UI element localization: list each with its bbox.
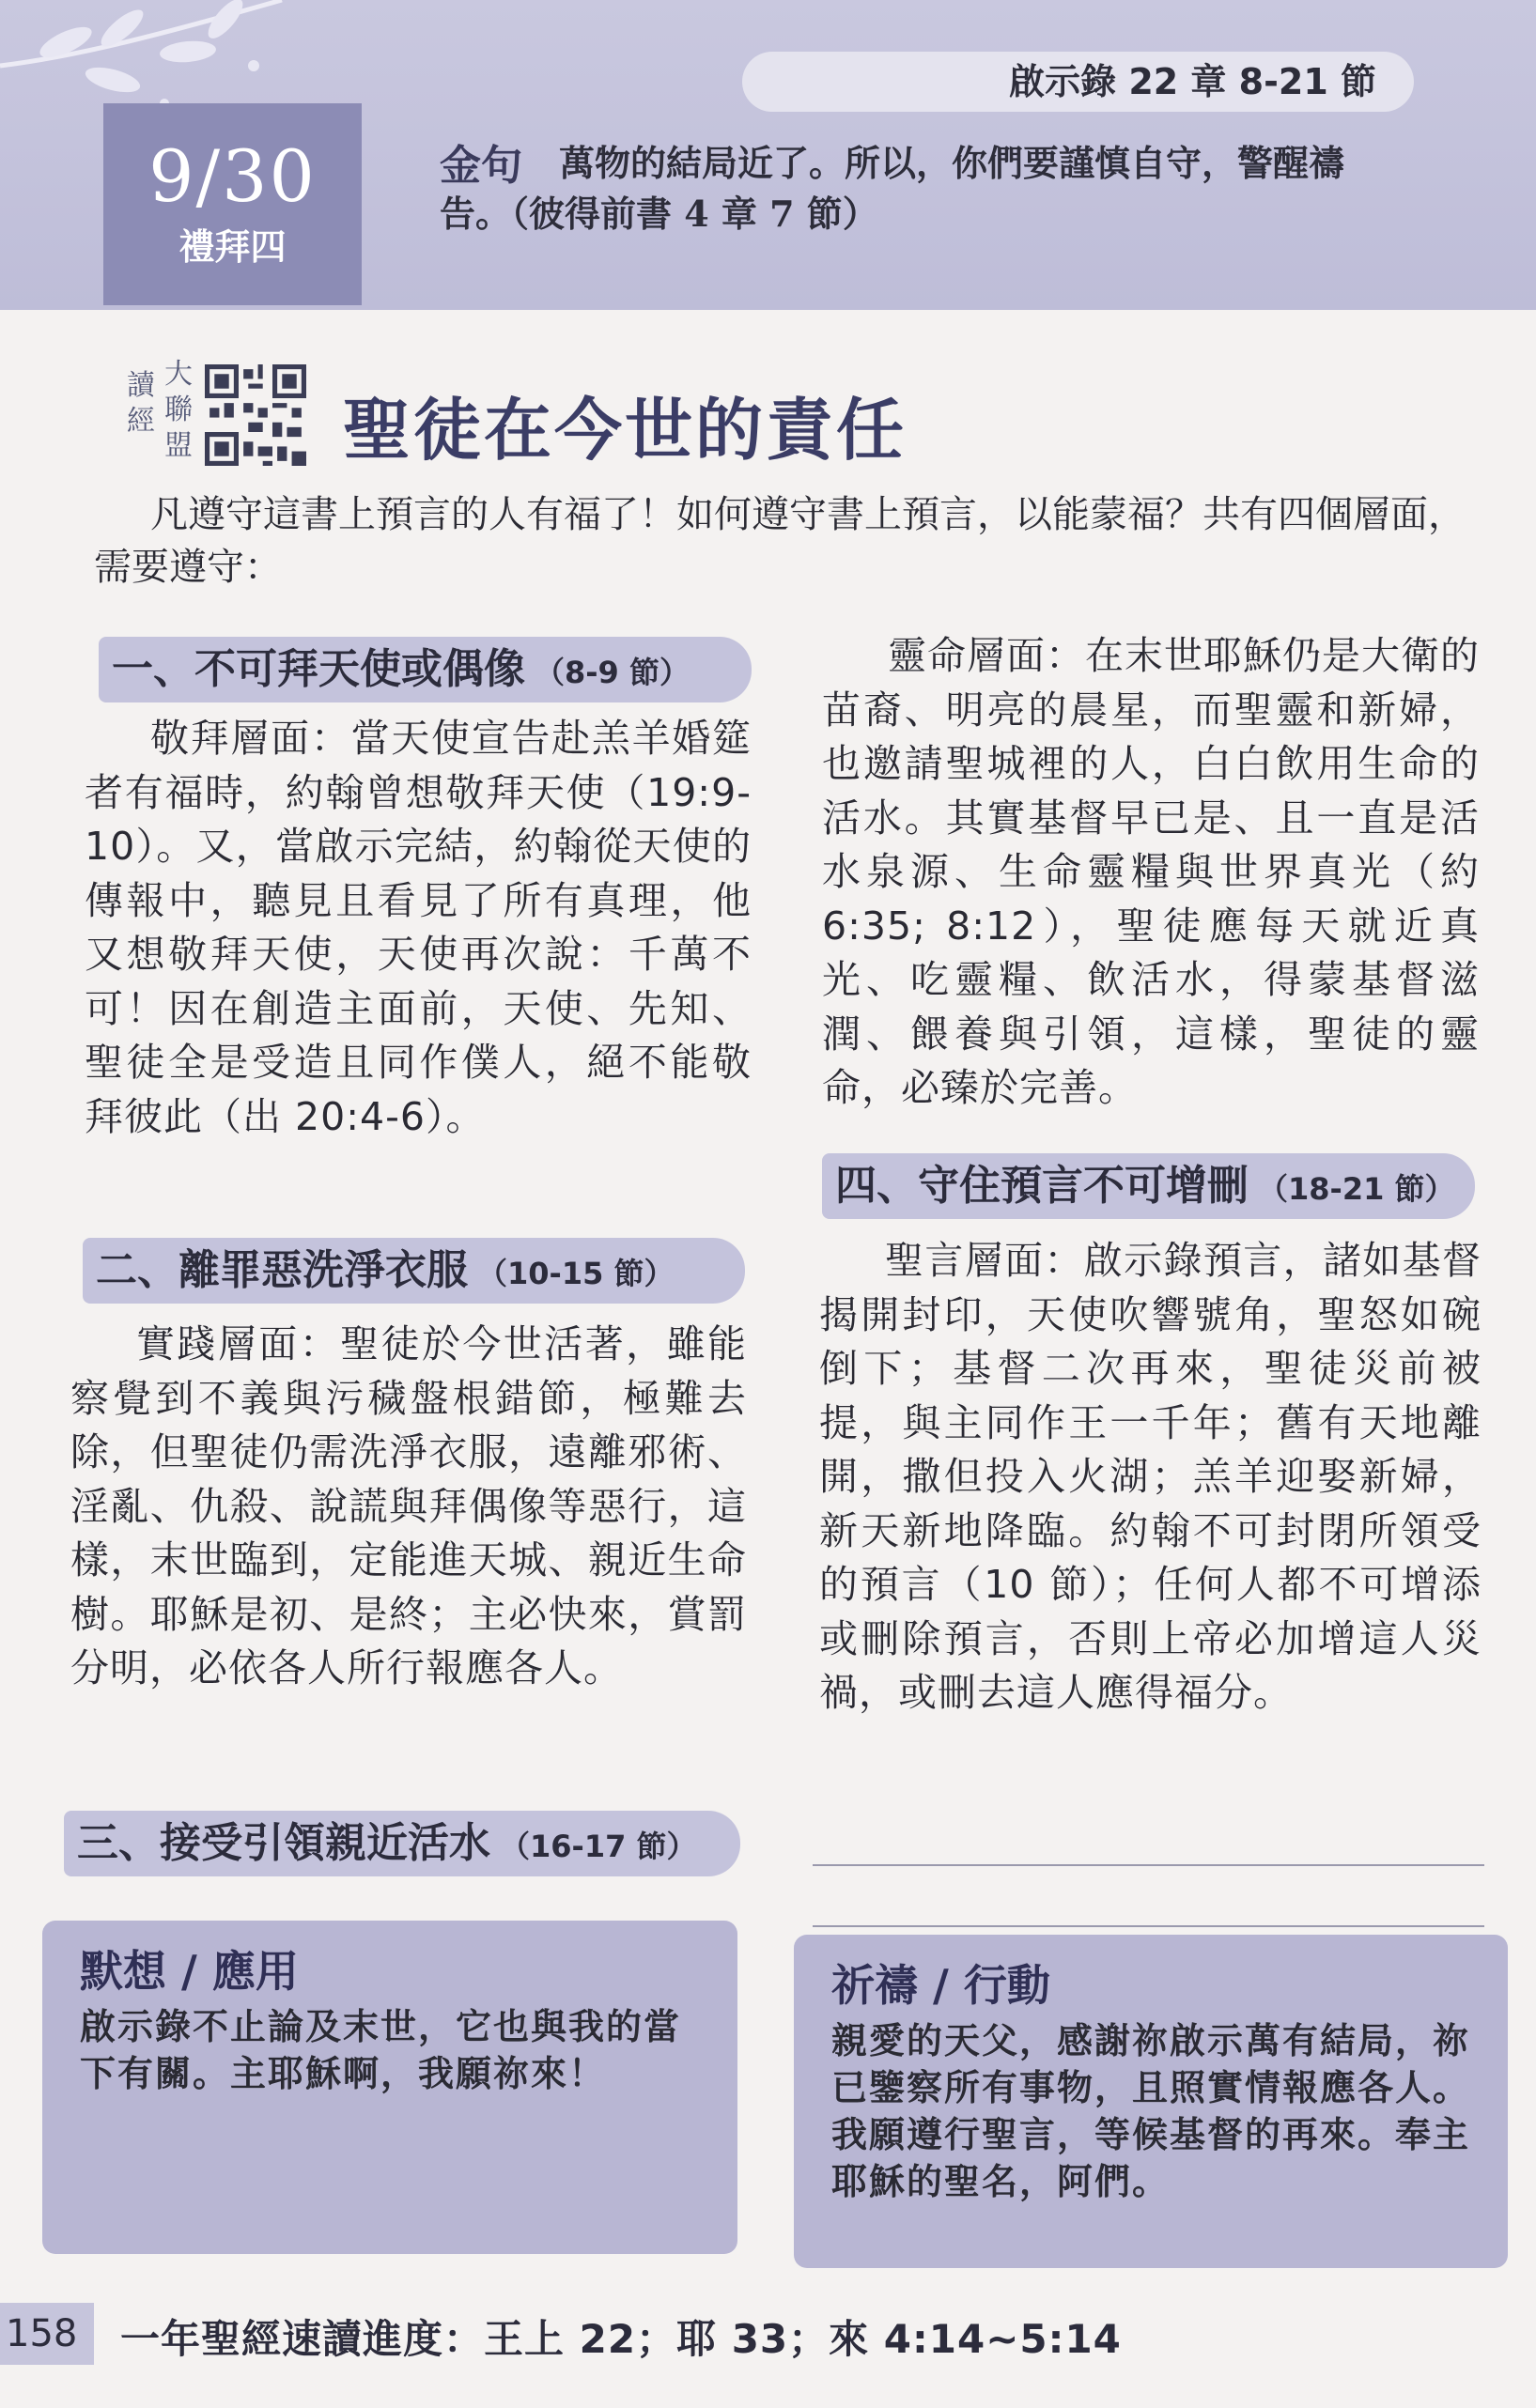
section-body-2: 實踐層面：聖徒於今世活著，雖能察覺到不義與污穢盤根錯節，極難去除，但聖徒仍需洗淨衣服，遠離邪術、淫亂、仇殺、說謊與拜偶像等惡行，這樣，末世臨到，定能進天城、親近生命樹。耶穌是初、是終；主必快來，賞罰分明，必依各人所行報應各人。 xyxy=(70,1321,747,1690)
golden-verse-line-2: 告。（彼得前書 4 章 7 節） xyxy=(440,193,878,235)
prayer-text: 親愛的天父，感謝祢啟示萬有結局，祢已鑒察所有事物，且照實情報應各人。我願遵行聖言，等候基督的再來。奉主耶穌的聖名，阿們。 xyxy=(831,2019,1471,2202)
meditation-title: 默想 / 應用 xyxy=(80,1946,299,1997)
reading-progress: 一年聖經速讀進度：王上 22；耶 33；來 4:14~5:14 xyxy=(120,2316,1122,2362)
section-heading-4 xyxy=(822,1153,1475,1219)
section-heading-3-ref: （16-17 節） xyxy=(500,1829,697,1864)
page-number: 158 xyxy=(0,2303,94,2365)
divider-line-1 xyxy=(813,1864,1484,1866)
scripture-reference: 啟示錄 22 章 8-21 節 xyxy=(742,52,1414,112)
prayer-title: 祈禱 / 行動 xyxy=(831,1960,1050,2011)
section-heading-2-ref: （10-15 節） xyxy=(477,1256,675,1291)
section-heading-1-text: 一、不可拜天使或偶像 xyxy=(112,645,525,693)
weekday-label: 禮拜四 xyxy=(178,226,287,268)
section-heading-1-ref: （8-9 節） xyxy=(535,655,690,690)
section-heading-2 xyxy=(83,1238,745,1304)
qr-code-icon[interactable] xyxy=(205,364,306,466)
section-heading-3-text: 三、接受引領親近活水 xyxy=(77,1819,490,1867)
section-heading-2-text: 二、離罪惡洗淨衣服 xyxy=(96,1246,468,1294)
meditation-box xyxy=(42,1921,737,2254)
golden-verse-label: 金句 xyxy=(440,142,522,190)
section-body-3: 靈命層面：在末世耶穌仍是大衛的苗裔、明亮的晨星，而聖靈和新婦，也邀請聖城裡的人，白白飲用生命的活水。其實基督早已是、且一直是活水泉源、生命靈糧與世界真光（約 6:35; 8:12），聖徒應每天就近真光、吃靈糧、飲活水，得蒙基督滋潤、餵養與引領，這樣，聖徒的靈命，必臻於完善。 xyxy=(822,633,1480,1110)
golden-verse-line-1: 萬物的結局近了。所以，你們要謹慎自守，警醒禱 xyxy=(559,142,1345,184)
qr-label-left: 讀經 xyxy=(127,369,155,438)
intro-paragraph: 凡遵守這書上預言的人有福了！如何遵守書上預言，以能蒙福？共有四個層面，需要遵守： xyxy=(94,493,1466,589)
divider-line-2 xyxy=(813,1925,1484,1927)
meditation-text: 啟示錄不止論及末世，它也與我的當下有關。主耶穌啊，我願祢來！ xyxy=(80,2005,682,2094)
section-heading-3 xyxy=(64,1811,740,1876)
section-heading-4-ref: （18-21 節） xyxy=(1258,1171,1455,1207)
qr-label-right: 大聯盟 xyxy=(164,358,193,462)
section-body-4: 聖言層面：啟示錄預言，諸如基督揭開封印，天使吹響號角，聖怒如碗倒下；基督二次再來，聖徒災前被提，與主同作王一千年；舊有天地離開，撒但投入火湖；羔羊迎娶新婦，新天新地降臨。約翰不可封閉所領受的預言（10 節）；任何人都不可增添或刪除預言，否則上帝必加增這人災禍，或刪去這人應得福分。 xyxy=(819,1238,1482,1715)
date-number: 9/30 xyxy=(148,134,317,218)
prayer-box xyxy=(794,1935,1508,2268)
section-heading-1 xyxy=(99,637,752,702)
section-heading-4-text: 四、守住預言不可增刪 xyxy=(835,1162,1249,1210)
date-box xyxy=(103,103,362,305)
page-title: 聖徒在今世的責任 xyxy=(343,391,908,470)
section-body-1: 敬拜層面：當天使宣告赴羔羊婚筵者有福時，約翰曾想敬拜天使（19:9-10）。又，當啟示完結，約翰從天使的傳報中，聽見且看見了所有真理，他又想敬拜天使，天使再次說：千萬不可！因在創造主面前，天使、先知、聖徒全是受造且同作僕人，絕不能敬拜彼此（出 20:4-6）。 xyxy=(85,716,752,1139)
